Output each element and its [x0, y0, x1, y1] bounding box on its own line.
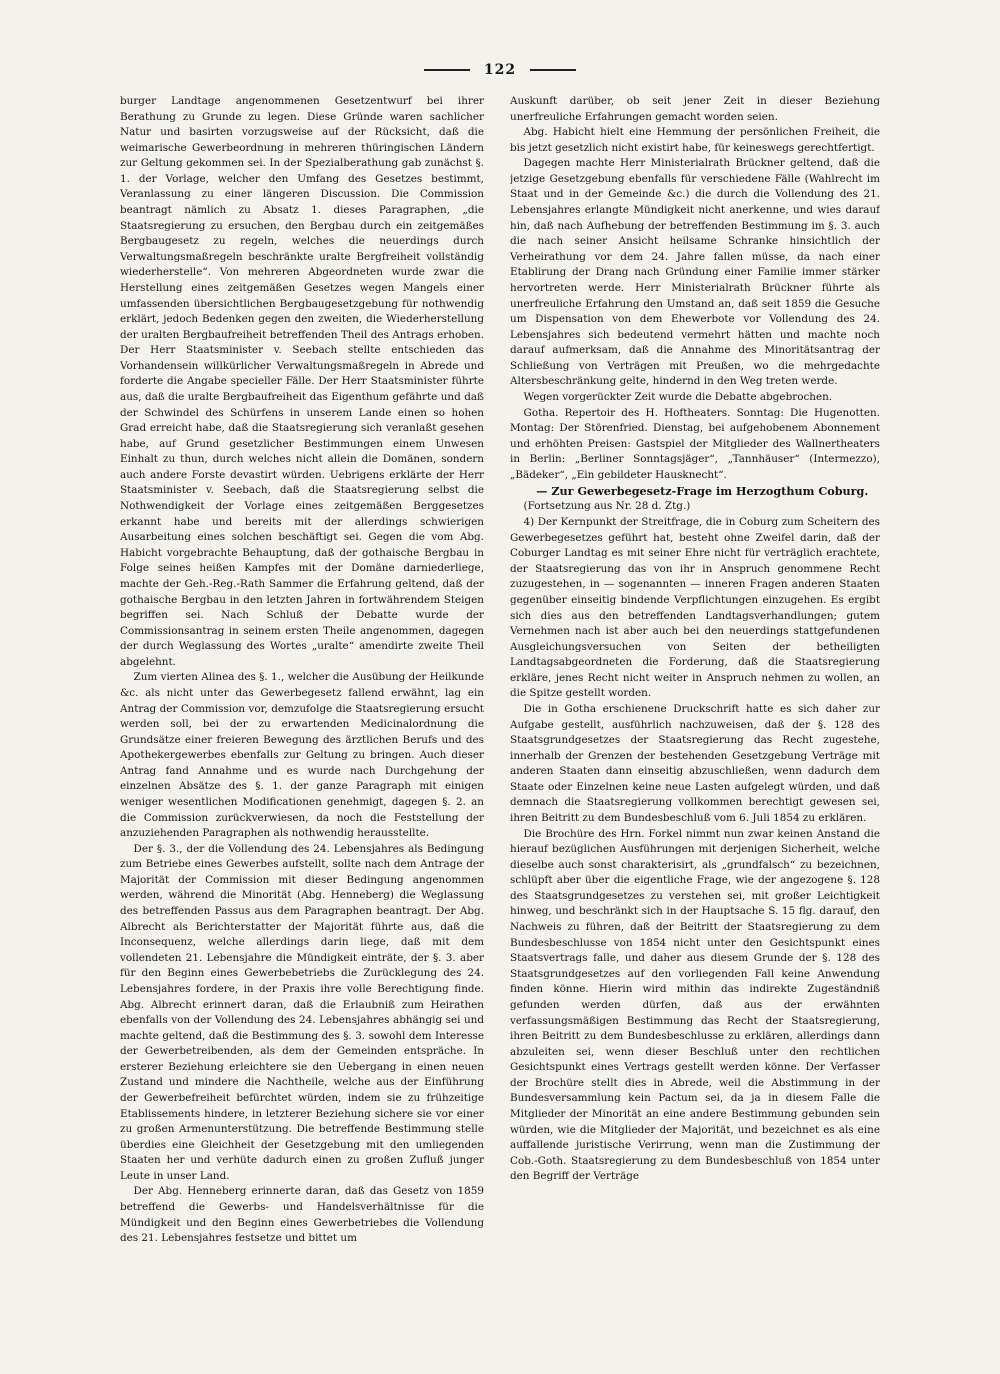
article-paragraph-2: Die in Gotha erschienene Druckschrift hatte es sich daher zur Aufgabe gestellt, ausführlich nachzuweisen, daß der §. 128 des Staatsgrundgesetzes der Staatsregierung das Recht zugestehe, innerhalb der Grenzen der bestehenden Gesetzgebung Verträge mit anderen Staaten dann einseitig abzuschließen, wenn dadurch dem Staate oder Einzelnen keine neue Lasten aufgelegt würden, und daß demnach die Staatsregierung vollkommen berechtigt gewesen sei, ihren Beitritt zu dem Bundesbeschluß vom 6. Juli 1854 zu erklären. — [510, 702, 880, 825]
page-number: 122 — [483, 62, 517, 78]
article-subtitle: (Fortsetzung aus Nr. 28 d. Ztg.) — [523, 500, 691, 513]
right-paragraph-1: Auskunft darüber, ob seit jener Zeit in dieser Beziehung unerfreuliche Erfahrungen gemacht worden seien. — [510, 95, 880, 123]
left-paragraph-4: Der Abg. Henneberg erinnerte daran, daß das Gesetz von 1859 betreffend die Gewerbs- und Handelsverhältnisse für die Mündigkeit und den Beginn eines Gewerbetriebes die Vollendung des 21. Lebensjahres festsetze und bittet um — [120, 1185, 484, 1245]
right-paragraph-5: Gotha. Repertoir des H. Hoftheaters. Sonntag: Die Hugenotten. Montag: Der Störenfried. Dienstag, bei aufgehobenem Abonnement und erhöhten Preisen: Gastspiel der Mitglieder des Wallnertheaters in Berlin: „Berliner Sonntagsjäger“, „Tannhäuser“ (Intermezzo), „Bädeker“, „Ein gebildeter Hausknecht“. — [510, 406, 880, 481]
right-paragraph-2: Abg. Habicht hielt eine Hemmung der persönlichen Freiheit, die bis jetzt gesetzlich nicht existirt habe, für keineswegs gerechtfertigt. — [510, 126, 880, 154]
right-column — [510, 94, 880, 1322]
header-rule-right — [530, 69, 576, 71]
left-paragraph-1: burger Landtage angenommenen Gesetzentwurf bei ihrer Berathung zu Grunde zu legen. Diese Gründe waren sachlicher Natur und basirten vorzugsweise auf der Rücksicht, daß die weimarische Gewerbeordnung in mehreren thüringischen Ländern zur Geltung gekommen sei. In der Spezialberathung gab zunächst §. 1. der Vorlage, welcher den Umfang des Gesetzes bestimmt, Veranlassung zu einer längeren Discussion. Die Commission beantragt nämlich zu Absatz 1. dieses Paragraphen, „die Staatsregierung zu ersuchen, den Bergbau durch ein zeitgemäßes Bergbaugesetz zu regeln, welches die neuerdings durch Verwaltungsmaßregeln beschränkte uralte Bergfreiheit vollständig wiederherstelle“. Von mehreren Abgeordneten wurde zwar die Herstellung eines zeitgemäßen Gesetzes wegen Mangels einer umfassenden übersichtlichen Bergbaugesetzgebung für nothwendig erklärt, jedoch Bedenken gegen den zweiten, die Wiederherstellung der uralten Bergbaufreiheit betreffenden Theil des Antrags erhoben. Der Herr Staatsminister v. Seebach stellte entschieden das Vorhandensein willkürlicher Verwaltungsmaßregeln in Abrede und forderte die Angabe specieller Fälle. Der Herr Staatsminister führte aus, daß die uralte Bergbaufreiheit das Eigenthum gefährte und daß der Schwindel des Schürfens in unserem Lande einen so hohen Grad erreicht habe, daß die Staatsregierung sich veranlaßt gesehen habe, auf Grund gesetzlicher Bestimmungen einem Unwesen Einhalt zu thun, durch welches nicht allein die Domänen, sondern auch andere Forste devastirt würden. Uebrigens erklärte der Herr Staatsminister v. Seebach, daß die Staatsregierung selbst die Nothwendigkeit der Vorlage eines zeitgemäßen Berggesetzes erkannt habe und bereits mit der allerdings schwierigen Ausarbeitung eines solchen beschäftigt sei. Gegen die vom Abg. Habicht vorgebrachte Behauptung, daß der gothaische Bergbau in Folge seines heißen Kampfes mit der Domäne darniederliege, machte der Geh.-Reg.-Rath Sammer die Erfahrung geltend, daß der gothaische Bergbau in den letzten Jahren in fortwährendem Steigen begriffen sei. Nach Schluß der Debatte wurde der Commissionsantrag in seinem ersten Theile angenommen, dagegen der durch Weglassung des Wortes „uralte“ amendirte zweite Theil abgelehnt. — [120, 95, 484, 668]
left-paragraph-2: Zum vierten Alinea des §. 1., welcher die Ausübung der Heilkunde &c. als nicht unter das Gewerbegesetz fallend erwähnt, lag ein Antrag der Commission vor, demzufolge die Staatsregierung ersucht werden soll, bei der zu erwartenden Medicinalordnung die Grundsätze einer freieren Bewegung des ärztlichen Berufs und des Apothekergewerbes ebenfalls zur Geltung zu bringen. Auch dieser Antrag fand Annahme und es wurde nach Durchgehung der einzelnen Absätze des §. 1. der ganze Paragraph mit einigen weniger wesentlichen Modificationen genehmigt, dagegen §. 2. an die Commission zurückverwiesen, da noch die Feststellung der anzuziehenden Paragraphen als nothwendig herausstellte. — [120, 671, 484, 840]
right-paragraph-3: Dagegen machte Herr Ministerialrath Brückner geltend, daß die jetzige Gesetzgebung ebenfalls für verschiedene Fälle (Wahlrecht im Staat und in der Gemeinde &c.) die durch die Vollendung des 21. Lebensjahres erlangte Mündigkeit nicht anerkenne, und wies darauf hin, daß nach Aufhebung der betreffenden Bestimmung im §. 3. auch die nach seiner Ansicht heilsame Schranke hinsichtlich der Verheirathung vor dem 24. Jahre fallen müsse, da nach einer Etablirung der Drang nach Gründung einer Familie immer stärker hervortreten werde. Herr Ministerialrath Brückner führte als unerfreuliche Erfahrung den Umstand an, daß seit 1859 die Gesuche um Dispensation von dem Ehewerbote vor Vollendung des 24. Lebensjahres sich bedeutend vermehrt hätten und machte noch darauf aufmerksam, daß die Annahme des Minoritätsantrag der Schließung von Verträgen mit Preußen, wo die mehrgedachte Altersbeschränkung gelte, hindernd in den Weg treten werde. — [510, 157, 880, 388]
left-paragraph-3: Der §. 3., der die Vollendung des 24. Lebensjahres als Bedingung zum Betriebe eines Gewerbes aufstellt, sollte nach dem Antrage der Majorität der Commission mit dieser Bedingung angenommen werden, während die Minorität (Abg. Henneberg) die Weglassung des betreffenden Passus aus dem Paragraphen beantragt. Der Abg. Albrecht als Berichterstatter der Majorität führte aus, daß die Inconsequenz, welche allerdings darin liege, daß mit dem vollendeten 21. Lebensjahre die Mündigkeit einträte, der §. 3. aber für den Beginn eines Gewerbebetriebs die Zurücklegung des 24. Lebensjahres fordere, in der Praxis ihre volle Berechtigung finde. Abg. Albrecht erinnert daran, daß die Erlaubniß zum Heirathen ebenfalls von der Vollendung des 24. Lebensjahres abhängig sei und machte geltend, daß die Bestimmung des §. 3. sowohl dem Interesse der Gewerbetreibenden, als dem der Gemeinden entspräche. In ersterer Beziehung erleichtere sie den Uebergang in einen neuen Zustand und mindere die Nachtheile, welche aus der Einführung der Gewerbefreiheit befürchtet würden, indem sie zu frühzeitige Etablissements hindere, in letzterer Beziehung sichere sie vor einer zu großen Armenunterstützung. Die betreffende Bestimmung stelle überdies eine Gleichheit der Gesetzgebung mit den umliegenden Staaten her und verhüte dadurch einen zu großen Zufluß junger Leute in unser Land. — [120, 842, 484, 1182]
article-paragraph-3: Die Brochüre des Hrn. Forkel nimmt nun zwar keinen Anstand die hierauf bezüglichen Ausführungen mit derjenigen Sicherheit, welche dieselbe auch sonst charakterisirt, als „grundfalsch“ zu bezeichnen, schlüpft aber über die eigentliche Frage, wie der angezogene §. 128 des Staatsgrundgesetzes zu verstehen sei, mit großer Leichtigkeit hinweg, und beschränkt sich in der Hauptsache S. 15 flg. darauf, den Nachweis zu führen, daß der Beitritt der Staatsregierung zu dem Bundesbeschlusse von 1854 nicht unter den Gesichtspunkt eines Staatsvertrags falle, und daher aus diesem Grunde der §. 128 des Staatsgrundgesetzes auf den vorliegenden Fall keine Anwendung finden könne. Hierin wird mithin das indirekte Zugeständniß gefunden werden dürfen, daß aus der erwähnten verfassungsmäßigen Bestimmung das Recht der Staatsregierung, ihren Beitritt zu dem Bundesbeschlusse zu erklären, allerdings dann abzuleiten sei, wenn dieser Beschluß unter den rechtlichen Gesichtspunkt eines Vertrags gestellt werden könne. Der Verfasser der Brochüre stellt dies in Abrede, weil die Abstimmung in der Bundesversammlung kein Pactum sei, da ja in diesem Falle die Mitglieder der Minorität an eine andere Bestimmung gebunden sein würden, wie die Mitglieder der Majorität, und bezeichnet es als eine auffallende juristische Verirrung, wenn man die Zustimmung der Cob.-Goth. Staatsregierung zu dem Bundesbeschluß von 1854 unter den Begriff der Verträge — [510, 827, 880, 1183]
article-title: — Zur Gewerbegesetz-Frage im Herzogthum Coburg. — [536, 484, 869, 499]
page-header — [0, 58, 1000, 82]
header-rule-left — [424, 69, 470, 71]
right-paragraph-4: Wegen vorgerückter Zeit wurde die Debatte abgebrochen. — [523, 390, 833, 403]
article-paragraph-1: 4) Der Kernpunkt der Streitfrage, die in Coburg zum Scheitern des Gewerbegesetzes geführt hat, besteht ohne Zweifel darin, daß der Coburger Landtag es mit seiner Ehre nicht für verträglich erachtete, der Staatsregierung das von ihr in Anspruch genommene Recht zuzugestehen, in — sogenannten — inneren Fragen anderen Staaten gegenüber einseitig bindende Verpflichtungen einzugehen. Es ergibt sich dies aus den betreffenden Landtagsverhandlungen; gutem Vernehmen nach ist aber auch bei den neuerdings stattgefundenen Ausgleichungsversuchen von Seiten der betheiligten Landtagsabgeordneten die Forderung, daß die Staatsregierung erkläre, jenes Recht nicht weiter in Anspruch nehmen zu wollen, an die Spitze gestellt worden. — [510, 516, 880, 700]
left-column — [120, 94, 484, 1322]
